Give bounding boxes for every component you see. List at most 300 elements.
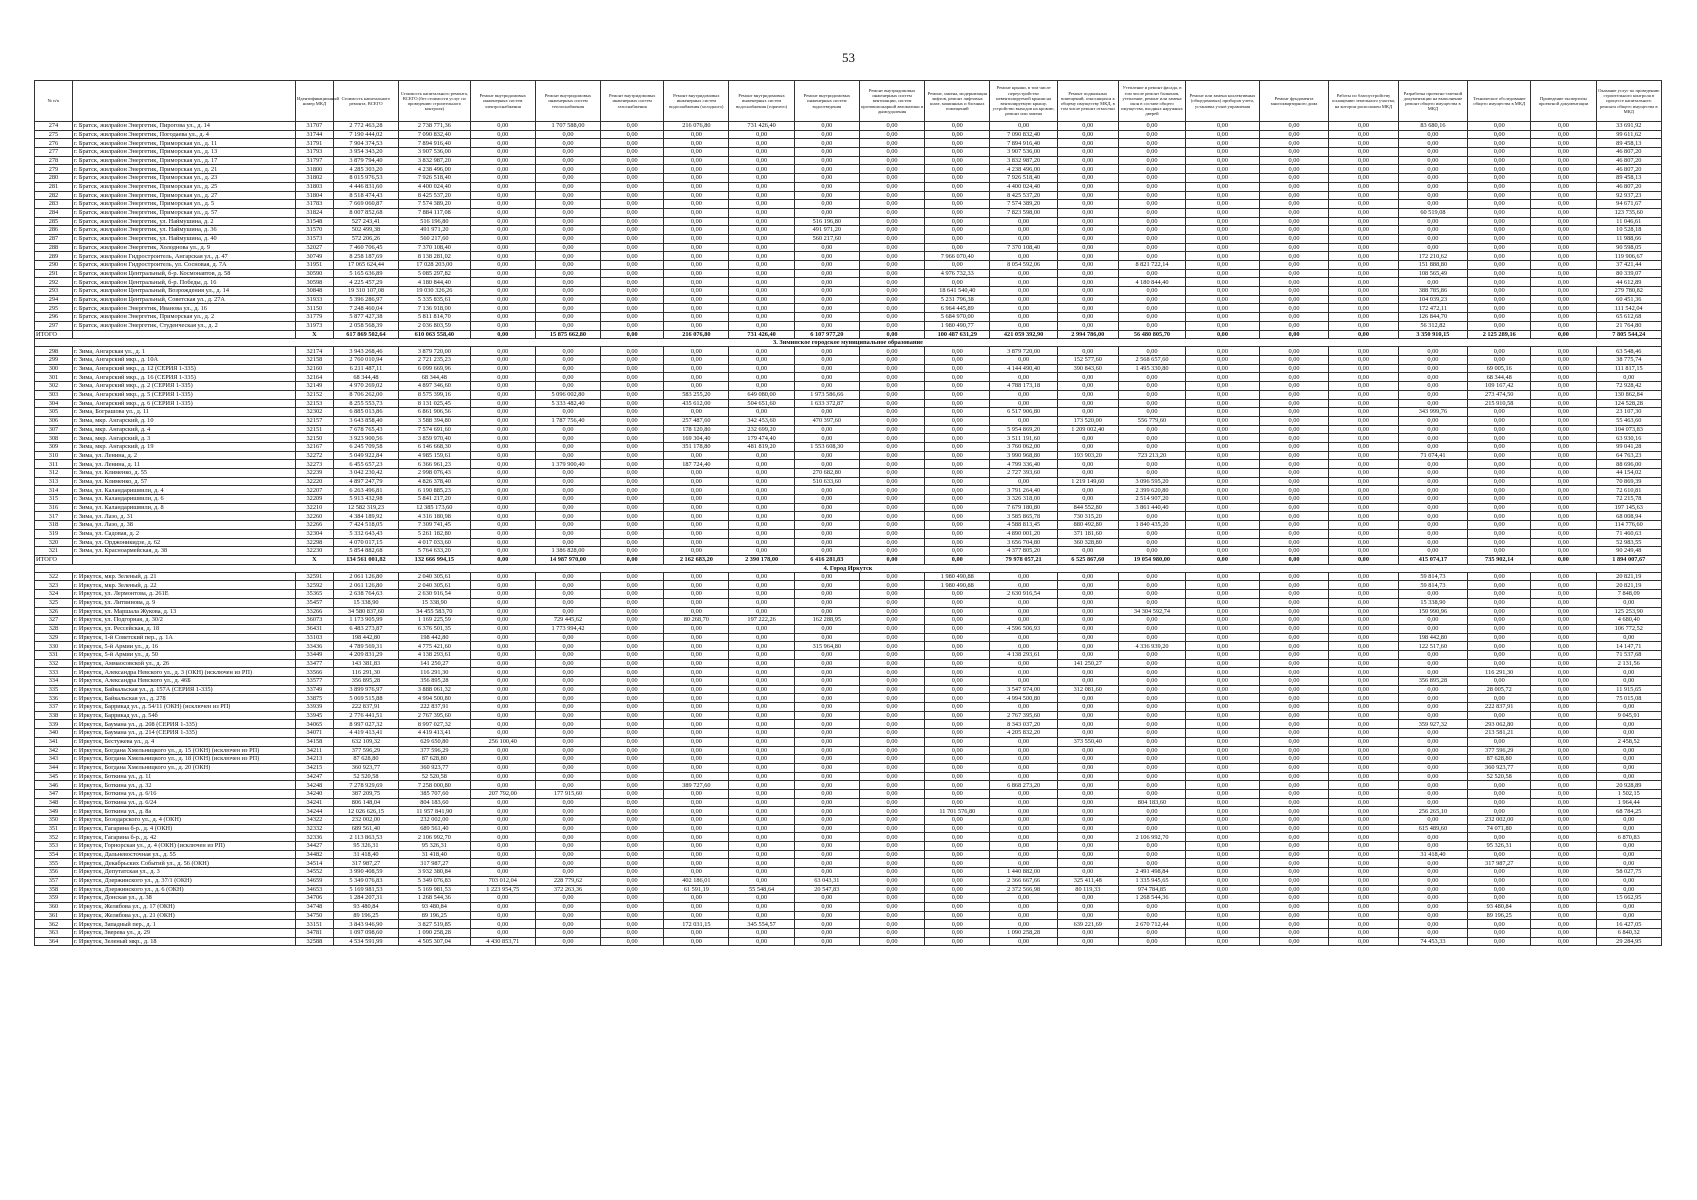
amount-cell: 0,00 bbox=[470, 477, 535, 486]
amount-cell: 6 211 487,11 bbox=[333, 364, 398, 373]
amount-cell: 0,00 bbox=[729, 572, 794, 581]
amount-cell: 0,00 bbox=[729, 581, 794, 590]
amount-cell: 16 427,05 bbox=[1596, 920, 1661, 929]
amount-cell: 325 411,48 bbox=[1057, 876, 1118, 885]
amount-cell: 0,00 bbox=[601, 781, 664, 790]
amount-cell: 2 760 010,94 bbox=[333, 356, 398, 365]
amount-cell: 560 217,60 bbox=[794, 234, 859, 243]
amount-cell: 0,00 bbox=[601, 243, 664, 252]
amount-cell: 0,00 bbox=[1259, 503, 1328, 512]
amount-cell: 3 879 794,40 bbox=[333, 156, 398, 165]
address-cell: г. Иркутск, ул. Лермонтова, д. 261Е bbox=[72, 590, 295, 599]
amount-cell: 0,00 bbox=[1259, 685, 1328, 694]
amount-cell: 8 425 537,20 bbox=[399, 191, 471, 200]
amount-cell: 0,00 bbox=[1057, 677, 1118, 686]
amount-cell: 0,00 bbox=[925, 451, 990, 460]
amount-cell: 0,00 bbox=[1186, 824, 1260, 833]
row-number: 352 bbox=[35, 833, 73, 842]
amount-cell: 0,00 bbox=[925, 486, 990, 495]
amount-cell: 0,00 bbox=[729, 547, 794, 556]
amount-cell: 0,00 bbox=[1186, 287, 1260, 296]
amount-cell: 0,00 bbox=[1398, 590, 1467, 599]
amount-cell: 0,00 bbox=[1329, 243, 1398, 252]
amount-cell: 0,00 bbox=[1531, 633, 1596, 642]
amount-cell: 87 628,80 bbox=[399, 755, 471, 764]
amount-cell: 0,00 bbox=[1057, 746, 1118, 755]
amount-cell: 99 041,28 bbox=[1596, 442, 1661, 451]
amount-cell: 0,00 bbox=[1531, 304, 1596, 313]
table-row bbox=[35, 425, 1662, 434]
amount-cell: 0,00 bbox=[1398, 182, 1467, 191]
amount-cell: 197 145,63 bbox=[1596, 503, 1661, 512]
amount-cell: 0,00 bbox=[535, 763, 600, 772]
amount-cell: 61 591,19 bbox=[664, 885, 729, 894]
building-id-cell: 31573 bbox=[295, 234, 333, 243]
amount-cell: 0,00 bbox=[729, 659, 794, 668]
building-id-cell: 34240 bbox=[295, 789, 333, 798]
amount-cell: 0,00 bbox=[1329, 720, 1398, 729]
amount-cell: 6 964 445,89 bbox=[925, 304, 990, 313]
amount-cell: 0,00 bbox=[925, 425, 990, 434]
amount-cell: 0,00 bbox=[1531, 200, 1596, 209]
amount-cell: 0,00 bbox=[1259, 624, 1328, 633]
amount-cell: 0,00 bbox=[1259, 763, 1328, 772]
amount-cell: 0,00 bbox=[1329, 425, 1398, 434]
amount-cell: 273 474,50 bbox=[1468, 390, 1531, 399]
amount-cell: 0,00 bbox=[1057, 174, 1118, 183]
amount-cell: 0,00 bbox=[729, 460, 794, 469]
amount-cell: 0,00 bbox=[470, 538, 535, 547]
amount-cell: 0,00 bbox=[535, 442, 600, 451]
amount-cell: 0,00 bbox=[470, 781, 535, 790]
amount-cell: 0,00 bbox=[859, 321, 924, 330]
amount-cell: 0,00 bbox=[794, 139, 859, 148]
amount-cell: 0,00 bbox=[535, 191, 600, 200]
amount-cell: 0,00 bbox=[925, 816, 990, 825]
amount-cell: 0,00 bbox=[729, 182, 794, 191]
row-number: 323 bbox=[35, 581, 73, 590]
amount-cell: 0,00 bbox=[601, 278, 664, 287]
amount-cell: 0,00 bbox=[535, 165, 600, 174]
amount-cell: 0,00 bbox=[794, 598, 859, 607]
table-row bbox=[35, 894, 1662, 903]
amount-cell: 0,00 bbox=[1057, 434, 1118, 443]
amount-cell: 0,00 bbox=[1186, 130, 1260, 139]
amount-cell: 0,00 bbox=[1398, 659, 1467, 668]
amount-cell: 0,00 bbox=[794, 512, 859, 521]
amount-cell: 421 059 392,90 bbox=[990, 330, 1057, 339]
table-row bbox=[35, 816, 1662, 825]
amount-cell: 729 445,62 bbox=[535, 616, 600, 625]
address-cell: г. Братск, жилрайон Центральный, б-р. Победы, д. 16 bbox=[72, 278, 295, 287]
row-number: 357 bbox=[35, 876, 73, 885]
amount-cell: 0,00 bbox=[1596, 911, 1661, 920]
amount-cell: 0,00 bbox=[1329, 677, 1398, 686]
amount-cell: 0,00 bbox=[1329, 295, 1398, 304]
amount-cell: 0,00 bbox=[664, 703, 729, 712]
amount-cell: 4 138 293,61 bbox=[399, 650, 471, 659]
amount-cell: 0,00 bbox=[1531, 807, 1596, 816]
amount-cell: 0,00 bbox=[1329, 772, 1398, 781]
amount-cell: 0,00 bbox=[990, 295, 1057, 304]
amount-cell: 723 213,20 bbox=[1118, 451, 1185, 460]
row-number: 346 bbox=[35, 781, 73, 790]
amount-cell: 93 480,84 bbox=[333, 902, 398, 911]
amount-cell: 0,00 bbox=[729, 685, 794, 694]
amount-cell: 0,00 bbox=[664, 581, 729, 590]
amount-cell: 2 721 235,23 bbox=[399, 356, 471, 365]
amount-cell: 0,00 bbox=[925, 737, 990, 746]
amount-cell: 0,00 bbox=[794, 460, 859, 469]
amount-cell: 0,00 bbox=[1329, 816, 1398, 825]
amount-cell: 0,00 bbox=[601, 937, 664, 946]
amount-cell: 0,00 bbox=[470, 442, 535, 451]
amount-cell: 373 550,40 bbox=[1057, 737, 1118, 746]
amount-cell: 0,00 bbox=[859, 408, 924, 417]
amount-cell: 0,00 bbox=[1329, 529, 1398, 538]
amount-cell: 187 724,40 bbox=[664, 460, 729, 469]
amount-cell: 0,00 bbox=[1468, 200, 1531, 209]
amount-cell: 0,00 bbox=[1118, 668, 1185, 677]
amount-cell: 0,00 bbox=[1531, 555, 1596, 564]
amount-cell: 4 970 269,02 bbox=[333, 382, 398, 391]
amount-cell: 0,00 bbox=[1057, 122, 1118, 131]
amount-cell: 0,00 bbox=[1531, 842, 1596, 851]
amount-cell: 0,00 bbox=[859, 833, 924, 842]
address-cell: г. Братск, жилрайон Энергетик, Приморская ул., д. 25 bbox=[72, 182, 295, 191]
amount-cell: 0,00 bbox=[1398, 156, 1467, 165]
amount-cell: 0,00 bbox=[1329, 737, 1398, 746]
amount-cell: 0,00 bbox=[601, 269, 664, 278]
amount-cell: 0,00 bbox=[794, 174, 859, 183]
amount-cell: 173 520,00 bbox=[1057, 416, 1118, 425]
amount-cell: 0,00 bbox=[1329, 789, 1398, 798]
amount-cell: 0,00 bbox=[1186, 598, 1260, 607]
amount-cell: 0,00 bbox=[664, 486, 729, 495]
amount-cell: 0,00 bbox=[1398, 512, 1467, 521]
amount-cell: 0,00 bbox=[664, 737, 729, 746]
amount-cell: 111 542,04 bbox=[1596, 304, 1661, 313]
amount-cell: 0,00 bbox=[1531, 781, 1596, 790]
amount-cell: 470 397,60 bbox=[794, 416, 859, 425]
amount-cell: 0,00 bbox=[1531, 763, 1596, 772]
row-number: 336 bbox=[35, 694, 73, 703]
amount-cell: 0,00 bbox=[1531, 408, 1596, 417]
amount-cell: 0,00 bbox=[859, 373, 924, 382]
column-header: Ремонт внутридомовых инженерных систем газоснабжения bbox=[601, 81, 664, 122]
amount-cell: 0,00 bbox=[859, 278, 924, 287]
amount-cell: 130 862,84 bbox=[1596, 390, 1661, 399]
amount-cell: 0,00 bbox=[859, 521, 924, 530]
amount-cell: 0,00 bbox=[925, 677, 990, 686]
amount-cell: 0,00 bbox=[1118, 200, 1185, 209]
amount-cell: 0,00 bbox=[1531, 451, 1596, 460]
amount-cell: 0,00 bbox=[1531, 711, 1596, 720]
amount-cell: 0,00 bbox=[925, 373, 990, 382]
amount-cell: 0,00 bbox=[1329, 182, 1398, 191]
amount-cell: 0,00 bbox=[925, 148, 990, 157]
amount-cell: 0,00 bbox=[794, 538, 859, 547]
building-id-cell: 36073 bbox=[295, 616, 333, 625]
amount-cell: 0,00 bbox=[664, 208, 729, 217]
amount-cell: 0,00 bbox=[729, 347, 794, 356]
amount-cell: 93 480,84 bbox=[1468, 902, 1531, 911]
amount-cell: 0,00 bbox=[1057, 304, 1118, 313]
amount-cell: 79 978 057,21 bbox=[990, 555, 1057, 564]
table-row bbox=[35, 642, 1662, 651]
amount-cell: 3 588 394,80 bbox=[399, 416, 471, 425]
amount-cell: 2 061 126,80 bbox=[333, 572, 398, 581]
row-number: 286 bbox=[35, 226, 73, 235]
building-id-cell: 34748 bbox=[295, 902, 333, 911]
amount-cell: 0,00 bbox=[925, 174, 990, 183]
amount-cell: 3 326 318,00 bbox=[990, 495, 1057, 504]
table-row bbox=[35, 859, 1662, 868]
amount-cell: 0,00 bbox=[535, 269, 600, 278]
amount-cell: 0,00 bbox=[1259, 659, 1328, 668]
amount-cell: 215 910,58 bbox=[1468, 399, 1531, 408]
amount-cell: 0,00 bbox=[859, 842, 924, 851]
address-cell: г. Иркутск, ул. Маршала Жукова, д. 13 bbox=[72, 607, 295, 616]
address-cell: г. Иркутск, Дзержинского ул., д. 37/1 (ОКН) bbox=[72, 876, 295, 885]
amount-cell: 0,00 bbox=[1118, 807, 1185, 816]
building-id-cell: 32153 bbox=[295, 399, 333, 408]
amount-cell: 0,00 bbox=[1329, 287, 1398, 296]
building-id-cell: 30749 bbox=[295, 252, 333, 261]
column-header: Идентификационный номер МКД bbox=[295, 81, 333, 122]
amount-cell: 6 840,32 bbox=[1596, 928, 1661, 937]
amount-cell: 0,00 bbox=[470, 650, 535, 659]
amount-cell: 0,00 bbox=[794, 243, 859, 252]
building-id-cell: 32304 bbox=[295, 529, 333, 538]
amount-cell: 0,00 bbox=[859, 208, 924, 217]
amount-cell: 119 906,67 bbox=[1596, 252, 1661, 261]
amount-cell: 0,00 bbox=[859, 122, 924, 131]
amount-cell: 0,00 bbox=[601, 495, 664, 504]
amount-cell: 0,00 bbox=[1468, 269, 1531, 278]
amount-cell: 0,00 bbox=[470, 729, 535, 738]
table-row bbox=[35, 373, 1662, 382]
amount-cell: 198 442,80 bbox=[1398, 633, 1467, 642]
amount-cell: 804 183,60 bbox=[399, 798, 471, 807]
amount-cell: 0,00 bbox=[1057, 894, 1118, 903]
amount-cell: 0,00 bbox=[1259, 850, 1328, 859]
amount-cell: 0,00 bbox=[925, 460, 990, 469]
amount-cell: 0,00 bbox=[470, 572, 535, 581]
amount-cell: 345 554,57 bbox=[729, 920, 794, 929]
address-cell: г. Иркутск, 5-й Армии ул., д. 50 bbox=[72, 650, 295, 659]
amount-cell: 8 343 037,20 bbox=[990, 720, 1057, 729]
amount-cell: 0,00 bbox=[535, 182, 600, 191]
amount-cell: 0,00 bbox=[601, 451, 664, 460]
amount-cell: 435 612,00 bbox=[664, 399, 729, 408]
amount-cell: 0,00 bbox=[794, 486, 859, 495]
amount-cell: 0,00 bbox=[1118, 842, 1185, 851]
amount-cell: 0,00 bbox=[925, 165, 990, 174]
amount-cell: 0,00 bbox=[1531, 252, 1596, 261]
amount-cell: 0,00 bbox=[1186, 581, 1260, 590]
amount-cell: 0,00 bbox=[664, 287, 729, 296]
address-cell: г. Иркутск, ул. Подгорная, д. 30/2 bbox=[72, 616, 295, 625]
amount-cell: 5 877 427,38 bbox=[333, 313, 398, 322]
address-cell: г. Иркутск, Желябова ул., д. 17 (ОКН) bbox=[72, 902, 295, 911]
amount-cell: 0,00 bbox=[1468, 885, 1531, 894]
amount-cell: 0,00 bbox=[859, 547, 924, 556]
amount-cell: 0,00 bbox=[1186, 200, 1260, 209]
amount-cell: 6 861 906,56 bbox=[399, 408, 471, 417]
address-cell: г. Зима, Ангарский мкр., д. 12 (СЕРИЯ 1-335) bbox=[72, 364, 295, 373]
amount-cell: 0,00 bbox=[794, 408, 859, 417]
amount-cell: 0,00 bbox=[1398, 711, 1467, 720]
amount-cell: 4 419 413,41 bbox=[333, 729, 398, 738]
amount-cell: 0,00 bbox=[1468, 694, 1531, 703]
amount-cell: 385 707,60 bbox=[399, 789, 471, 798]
address-cell: г. Братск, жилрайон Энергетик, Холоднова ул., д. 9 bbox=[72, 243, 295, 252]
amount-cell: 0,00 bbox=[1259, 269, 1328, 278]
amount-cell: 0,00 bbox=[1468, 252, 1531, 261]
amount-cell: 46 807,20 bbox=[1596, 182, 1661, 191]
amount-cell: 0,00 bbox=[1186, 295, 1260, 304]
building-id-cell: 33266 bbox=[295, 607, 333, 616]
amount-cell: 0,00 bbox=[470, 798, 535, 807]
amount-cell: 0,00 bbox=[1329, 451, 1398, 460]
table-row bbox=[35, 321, 1662, 330]
amount-cell: 0,00 bbox=[1329, 538, 1398, 547]
amount-cell: 0,00 bbox=[794, 321, 859, 330]
amount-cell: 3 096 595,20 bbox=[1118, 477, 1185, 486]
amount-cell: 0,00 bbox=[470, 182, 535, 191]
row-number: 296 bbox=[35, 313, 73, 322]
row-number: 318 bbox=[35, 521, 73, 530]
building-id-cell: 32151 bbox=[295, 425, 333, 434]
address-cell: г. Зима, ул. Клименко, д. 55 bbox=[72, 469, 295, 478]
amount-cell: 342 453,60 bbox=[729, 416, 794, 425]
address-cell: г. Иркутск, Депутатская ул., д. 3 bbox=[72, 868, 295, 877]
amount-cell: 0,00 bbox=[470, 512, 535, 521]
amount-cell: 0,00 bbox=[1057, 226, 1118, 235]
amount-cell: 52 520,58 bbox=[333, 772, 398, 781]
amount-cell: 0,00 bbox=[794, 911, 859, 920]
amount-cell: 3 861 440,40 bbox=[1118, 503, 1185, 512]
amount-cell: 0,00 bbox=[1118, 122, 1185, 131]
amount-cell: 0,00 bbox=[1259, 572, 1328, 581]
amount-cell: 2 113 863,53 bbox=[333, 833, 398, 842]
amount-cell: 169 304,40 bbox=[664, 434, 729, 443]
row-number: 275 bbox=[35, 130, 73, 139]
amount-cell: 0,00 bbox=[1057, 598, 1118, 607]
address-cell: г. Иркутск, Александра Невского ул., д. 3 (ОКН) (исключен из РП) bbox=[72, 668, 295, 677]
amount-cell: 0,00 bbox=[1186, 269, 1260, 278]
amount-cell: 232 002,00 bbox=[1468, 816, 1531, 825]
table-row bbox=[35, 937, 1662, 946]
amount-cell: 0,00 bbox=[470, 642, 535, 651]
amount-cell: 0,00 bbox=[1118, 902, 1185, 911]
amount-cell: 2 630 916,54 bbox=[990, 590, 1057, 599]
amount-cell: 3 760 062,00 bbox=[990, 442, 1057, 451]
amount-cell: 6 870,83 bbox=[1596, 833, 1661, 842]
amount-cell: 0,00 bbox=[859, 911, 924, 920]
capital-repair-table bbox=[34, 80, 1662, 946]
amount-cell: 0,00 bbox=[1057, 182, 1118, 191]
amount-cell: 0,00 bbox=[990, 598, 1057, 607]
amount-cell: 0,00 bbox=[925, 598, 990, 607]
address-cell: г. Иркутск, Боткина ул., д. 8а bbox=[72, 807, 295, 816]
amount-cell: 1 284 207,31 bbox=[333, 894, 398, 903]
amount-cell: 0,00 bbox=[1186, 781, 1260, 790]
amount-cell: 4 377 805,20 bbox=[990, 547, 1057, 556]
amount-cell: 0,00 bbox=[990, 824, 1057, 833]
amount-cell: 0,00 bbox=[729, 191, 794, 200]
amount-cell: 0,00 bbox=[1057, 148, 1118, 157]
row-number: 300 bbox=[35, 364, 73, 373]
amount-cell: 0,00 bbox=[664, 139, 729, 148]
building-id-cell: 32260 bbox=[295, 512, 333, 521]
amount-cell: 0,00 bbox=[859, 442, 924, 451]
amount-cell: 0,00 bbox=[601, 148, 664, 157]
table-row bbox=[35, 460, 1662, 469]
table-row bbox=[35, 763, 1662, 772]
amount-cell: 0,00 bbox=[601, 624, 664, 633]
amount-cell: 0,00 bbox=[729, 859, 794, 868]
amount-cell: 0,00 bbox=[1531, 624, 1596, 633]
amount-cell: 0,00 bbox=[1329, 928, 1398, 937]
amount-cell: 0,00 bbox=[1398, 616, 1467, 625]
amount-cell: 0,00 bbox=[535, 156, 600, 165]
amount-cell: 0,00 bbox=[1186, 876, 1260, 885]
amount-cell: 0,00 bbox=[990, 659, 1057, 668]
amount-cell: 0,00 bbox=[1259, 703, 1328, 712]
amount-cell: 0,00 bbox=[1329, 252, 1398, 261]
amount-cell: 2 106 992,70 bbox=[399, 833, 471, 842]
amount-cell: 0,00 bbox=[601, 252, 664, 261]
amount-cell: 0,00 bbox=[1398, 859, 1467, 868]
amount-cell: 8 575 399,16 bbox=[399, 390, 471, 399]
amount-cell: 0,00 bbox=[1468, 217, 1531, 226]
amount-cell: 0,00 bbox=[794, 711, 859, 720]
amount-cell: 0,00 bbox=[664, 547, 729, 556]
amount-cell: 0,00 bbox=[1531, 469, 1596, 478]
amount-cell: 0,00 bbox=[1329, 833, 1398, 842]
amount-cell: 0,00 bbox=[925, 833, 990, 842]
amount-cell: 0,00 bbox=[1118, 928, 1185, 937]
amount-cell: 0,00 bbox=[1057, 252, 1118, 261]
amount-cell: 0,00 bbox=[1596, 850, 1661, 859]
table-row bbox=[35, 408, 1662, 417]
amount-cell: 0,00 bbox=[859, 581, 924, 590]
amount-cell: 0,00 bbox=[990, 321, 1057, 330]
building-id-cell: 34158 bbox=[295, 737, 333, 746]
amount-cell: 0,00 bbox=[1329, 920, 1398, 929]
amount-cell: 0,00 bbox=[535, 313, 600, 322]
amount-cell: 0,00 bbox=[729, 373, 794, 382]
amount-cell: 0,00 bbox=[729, 200, 794, 209]
amount-cell: 0,00 bbox=[859, 633, 924, 642]
column-header: Ремонт, замена, модернизация лифтов, ремонт лифтовых шахт, машинных и блочных помещений bbox=[925, 81, 990, 122]
amount-cell: 0,00 bbox=[1329, 503, 1398, 512]
table-row bbox=[35, 313, 1662, 322]
building-id-cell: 32239 bbox=[295, 469, 333, 478]
amount-cell: 0,00 bbox=[1398, 425, 1467, 434]
amount-cell: 3 656 704,80 bbox=[990, 538, 1057, 547]
amount-cell: 0,00 bbox=[1186, 547, 1260, 556]
amount-cell: 0,00 bbox=[1329, 234, 1398, 243]
amount-cell: 0,00 bbox=[1118, 469, 1185, 478]
amount-cell: 3 879 720,00 bbox=[399, 347, 471, 356]
amount-cell: 639 221,69 bbox=[1057, 920, 1118, 929]
amount-cell: 5 764 633,20 bbox=[399, 547, 471, 556]
amount-cell: 0,00 bbox=[470, 746, 535, 755]
address-cell: г. Братск, жилрайон Энергетик, ул. Наймушина, д. 36 bbox=[72, 226, 295, 235]
